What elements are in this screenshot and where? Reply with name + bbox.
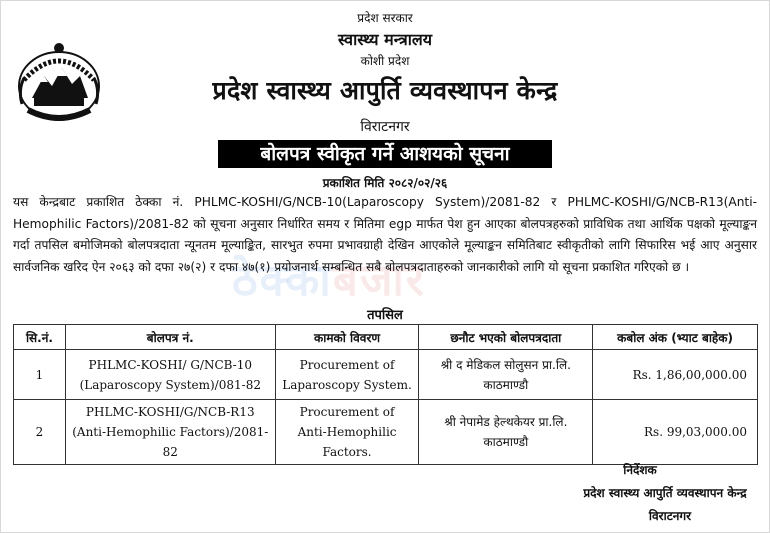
bid-no-line-1: PHLMC-KOSHI/G/NCB-R13 (85, 405, 255, 419)
signatory-title: निर्देशक (623, 463, 657, 477)
work-line-1: Procurement of (299, 357, 395, 372)
row-bid-no (65, 350, 275, 400)
supplier-line-1: श्री नेपामेड हेल्थकेयर प्रा.लि. (444, 415, 568, 429)
watermark-part-2: बजार (332, 255, 426, 306)
row-sn: 2 (14, 400, 66, 465)
signatory-city: विराटनगर (648, 509, 692, 523)
notice-title: बोलपत्र स्वीकृत गर्ने आशयको सूचना (218, 140, 552, 168)
row-sn: 1 (14, 350, 66, 400)
row-supplier (419, 350, 593, 400)
row-work (275, 400, 419, 465)
city-label: विराटनगर (360, 119, 410, 135)
header-amount: कबोल अंक (भ्याट बाहेक) (593, 325, 758, 350)
government-label: प्रदेश सरकार (357, 11, 413, 25)
header-supplier: छनौट भएको बोलपत्रदाता (419, 325, 593, 350)
watermark-part-1: ठेक्का (232, 255, 333, 306)
supplier-line-2: काठमाण्डौ (483, 377, 529, 392)
row-supplier (419, 400, 593, 465)
row-amount: Rs. 1,86,00,000.00 (593, 350, 758, 400)
work-line-1: Procurement of (299, 405, 395, 419)
table-row (14, 400, 758, 465)
row-bid-no (65, 400, 275, 465)
row-work (275, 350, 419, 400)
row-amount: Rs. 99,03,000.00 (593, 400, 758, 465)
header-work: कामको विवरण (275, 325, 419, 350)
province-label: कोशी प्रदेश (360, 54, 410, 68)
bid-no-line-2: (Anti-Hemophilic Factors)/2081-82 (72, 425, 269, 459)
bid-no-line-2: (Laparoscopy System)/081-82 (79, 377, 261, 392)
bid-table (13, 324, 758, 465)
work-line-2: Laparoscopy System. (282, 377, 412, 392)
notice-body: यस केन्द्रबाट प्रकाशित ठेक्का नं. PHLMC-KOSHI/G/NCB-10(Laparoscopy System)/2081-82 र PHLMC-KOSHI/G/NCB-R13(Anti-Hemophilic Factors)/2081-82 को सूचना अनुसार निर्धारित समय र मितिमा egp मार्फत पेश हुन आएका बोलपत्रहरुको प्राविधिक तथा आर्थिक पक्षको मूल्याङ्कन गर्दा तपसिल बमोजिमको बोलपत्रदाता न्यूनतम मूल्याङ्कित, सारभुत रुपमा प्रभावग्राही देखिन आएकोले मूल्याङ्कन समितिबाट स्वीकृतीको लागि सिफारिस भई आए अनुसार सार्वजनिक खरिद ऐन २०६३ को दफा २७(२) र दफा ४७(१) प्रयोजनार्थ सम्बन्धित सबै बोलपत्रदाताहरुको जानकारीको लागि यो सूचना प्रकाशित गरिएको छ । (13, 195, 757, 274)
signatory-office: प्रदेश स्वास्थ्य आपुर्ति व्यवस्थापन केन्द्र (583, 486, 747, 500)
header-bid-no: बोलपत्र नं. (65, 325, 275, 350)
published-date: प्रकाशित मिति २०८२/०२/२६ (322, 176, 448, 190)
work-line-2: Anti-Hemophilic Factors. (297, 425, 397, 459)
table-row (14, 350, 758, 400)
bid-no-line-1: PHLMC-KOSHI/ G/NCB-10 (88, 357, 253, 372)
table-title: तपसिल (367, 308, 403, 323)
supplier-line-2: काठमाण्डौ (483, 435, 529, 449)
header-sn: सि.नं. (14, 325, 66, 350)
table-header-row (14, 325, 758, 350)
office-name: प्रदेश स्वास्थ्य आपुर्ति व्यवस्थापन केन्द्र (212, 76, 558, 105)
supplier-line-1: श्री द मेडिकल सोलुसन प्रा.लि. (440, 357, 571, 372)
ministry-label: स्वास्थ्य मन्त्रालय (337, 30, 433, 49)
